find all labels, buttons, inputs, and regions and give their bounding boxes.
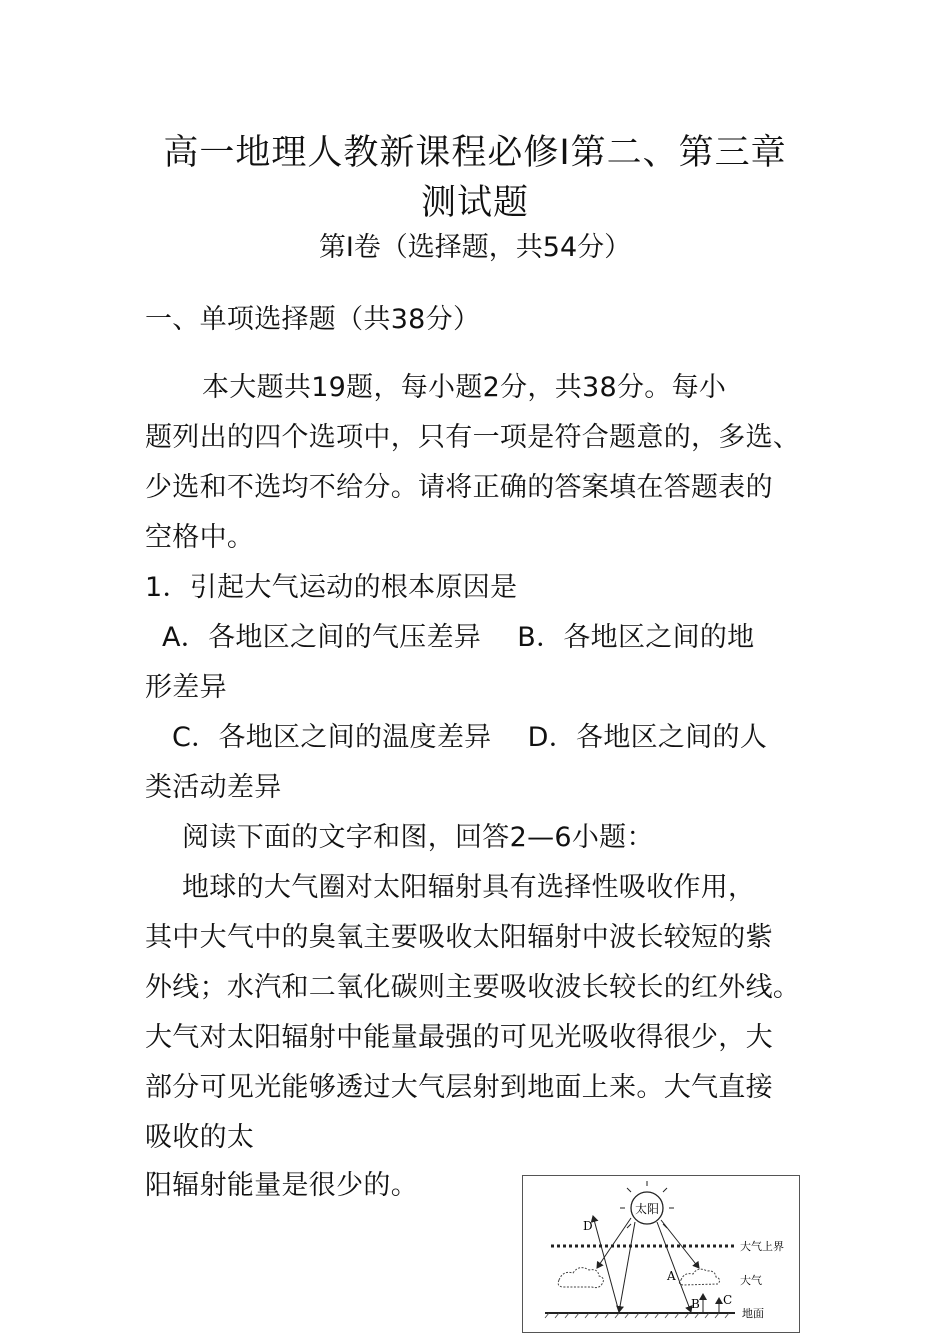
question-1-options-ab: A．各地区之间的气压差异 B．各地区之间的地 <box>162 622 755 653</box>
passage-line-1: 地球的大气圈对太阳辐射具有选择性吸收作用， <box>182 872 756 903</box>
doc-title-line2: 测试题 <box>420 183 529 223</box>
arrow-label-c: C <box>723 1293 733 1307</box>
passage-line-6: 吸收的太 <box>145 1122 255 1153</box>
arrow-label-d: D <box>583 1219 593 1233</box>
label-atmosphere-top: 大气上界 <box>740 1240 784 1253</box>
arrow-label-a: A <box>667 1269 676 1283</box>
passage-line-3: 外线；水汽和二氧化碳则主要吸收波长较长的红外线。 <box>145 972 801 1003</box>
doc-title-line1: 高一地理人教新课程必修Ⅰ第二、第三章 <box>163 133 787 173</box>
reading-instruction: 阅读下面的文字和图，回答2—6小题： <box>182 822 654 853</box>
cloud-right-icon <box>679 1269 719 1285</box>
section-heading: 一、单项选择题（共38分） <box>145 304 481 335</box>
doc-subtitle: 第Ⅰ卷（选择题，共54分） <box>318 232 632 263</box>
solar-radiation-diagram <box>522 1175 800 1333</box>
intro-line-3: 少选和不选均不给分。请将正确的答案填在答题表的 <box>145 472 773 503</box>
sun-icon <box>620 1181 674 1228</box>
intro-line-4: 空格中。 <box>145 522 255 553</box>
intro-line-1: 本大题共19题，每小题2分，共38分。每小 <box>202 372 727 403</box>
passage-line-5: 部分可见光能够透过大气层射到地面上来。大气直接 <box>145 1072 773 1103</box>
cloud-left-icon <box>558 1268 603 1288</box>
question-1-options-cd: C．各地区之间的温度差异 D．各地区之间的人 <box>172 722 768 753</box>
sun-label: 太阳 <box>634 1202 660 1216</box>
intro-line-2: 题列出的四个选项中，只有一项是符合题意的，多选、 <box>145 422 801 453</box>
passage-line-7: 阳辐射能量是很少的。 <box>145 1170 418 1201</box>
passage-line-2: 其中大气中的臭氧主要吸收太阳辐射中波长较短的紫 <box>145 922 773 953</box>
passage-line-4: 大气对太阳辐射中能量最强的可见光吸收得很少，大 <box>145 1022 773 1053</box>
question-1-stem: 1．引起大气运动的根本原因是 <box>145 572 518 603</box>
label-atmosphere: 大气 <box>740 1274 762 1287</box>
label-ground: 地面 <box>742 1307 764 1320</box>
question-1-options-cd-cont: 类活动差异 <box>145 772 282 803</box>
question-1-options-ab-cont: 形差异 <box>145 672 227 703</box>
arrow-label-b: B <box>691 1297 700 1311</box>
